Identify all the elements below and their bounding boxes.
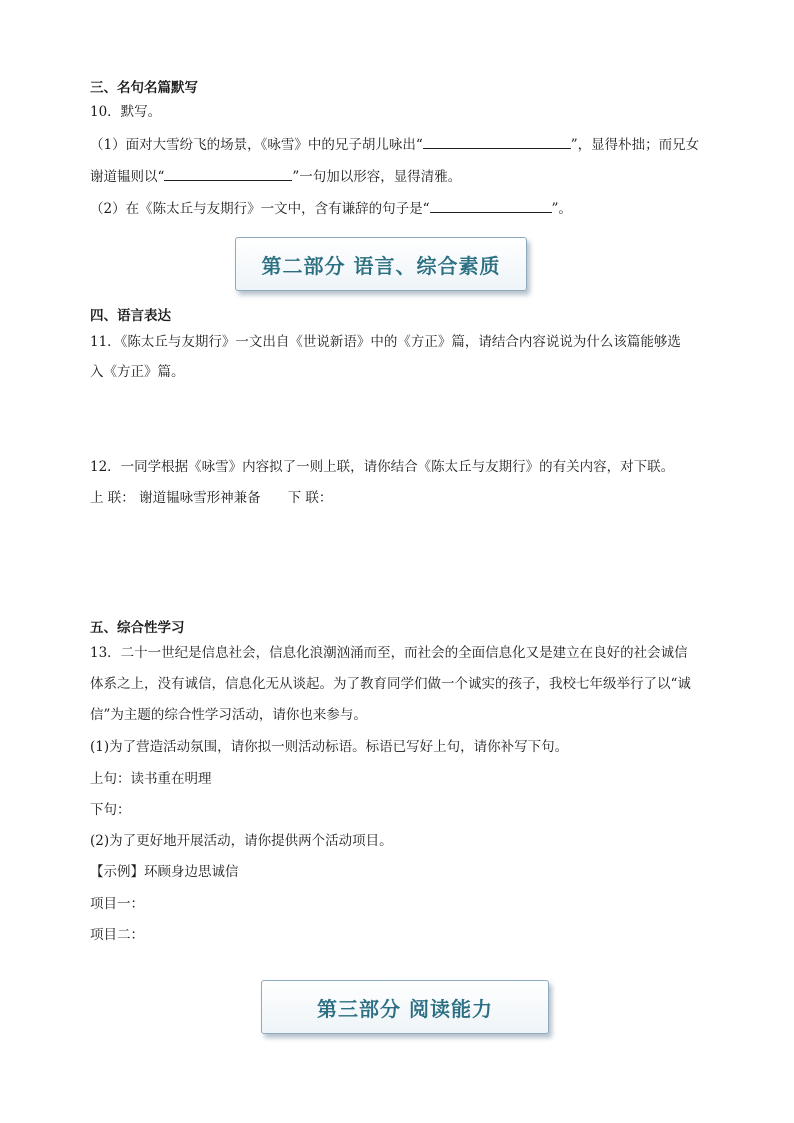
part3-banner-title: 第三部分 阅读能力 xyxy=(317,996,493,1021)
section-4-heading: 四、语言表达 xyxy=(90,308,171,324)
q10-part1-line2 xyxy=(90,166,461,187)
q10-p2-text-a: （2）在《陈太丘与友期行》一文中，含有谦辞的句子是“ xyxy=(90,201,430,217)
q10-p1-text-a: （1）面对大雪纷飞的场景，《咏雪》中的兄子胡儿咏出“ xyxy=(90,137,423,153)
q10-p1-text-c: 谢道韫则以“ xyxy=(90,169,165,185)
q13-line1: 13．二十一世纪是信息社会，信息化浪潮汹涌而至，而社会的全面信息化又是建立在良好的社会诚信 xyxy=(90,645,688,661)
answer-blank-2[interactable] xyxy=(164,166,292,181)
part2-banner-title: 第二部分 语言、综合素质 xyxy=(261,253,501,278)
q13-sub2: (2)为了更好地开展活动，请你提供两个活动项目。 xyxy=(90,833,393,849)
q13-sub1: (1)为了营造活动氛围，请你拟一则活动标语。标语已写好上句，请你补写下句。 xyxy=(90,739,569,755)
q10-p1-text-d: ”一句加以形容，显得清雅。 xyxy=(292,169,462,185)
answer-blank-3[interactable] xyxy=(430,198,552,213)
section-5-heading: 五、综合性学习 xyxy=(90,620,185,636)
q13-item2: 项目二： xyxy=(90,927,144,943)
q10-p1-text-b: ”，显得朴拙；而兄女 xyxy=(570,137,700,153)
q13-lower-line: 下句： xyxy=(90,802,131,818)
q10-part2 xyxy=(90,198,572,219)
part2-banner xyxy=(235,237,527,291)
q12-line1: 12．一同学根据《咏雪》内容拟了一则上联，请你结合《陈太丘与友期行》的有关内容，对下联。 xyxy=(90,459,675,475)
q13-upper-line: 上句：读书重在明理 xyxy=(90,771,212,787)
q13-example: 【示例】环顾身边思诚信 xyxy=(90,864,239,880)
q12-couplet: 上 联： 谢道韫咏雪形神兼备 下 联： xyxy=(90,490,333,506)
q10-p2-text-b: ”。 xyxy=(551,201,572,217)
q13-line3: 信”为主题的综合性学习活动，请你也来参与。 xyxy=(90,707,367,723)
answer-blank-1[interactable] xyxy=(423,134,571,149)
section-3-heading: 三、名句名篇默写 xyxy=(90,80,198,96)
q11-line1: 11．《陈太丘与友期行》一文出自《世说新语》中的《方正》篇，请结合内容说说为什么该篇能够选 xyxy=(90,334,681,350)
q13-item1: 项目一： xyxy=(90,896,144,912)
q11-line2: 入《方正》篇。 xyxy=(90,364,185,380)
q10-part1-line1 xyxy=(90,134,699,155)
q13-line2: 体系之上，没有诚信，信息化无从谈起。为了教育同学们做一个诚实的孩子，我校七年级举行了以“诚 xyxy=(90,676,691,692)
q10-title: 10．默写。 xyxy=(90,104,162,120)
part3-banner xyxy=(261,980,549,1034)
